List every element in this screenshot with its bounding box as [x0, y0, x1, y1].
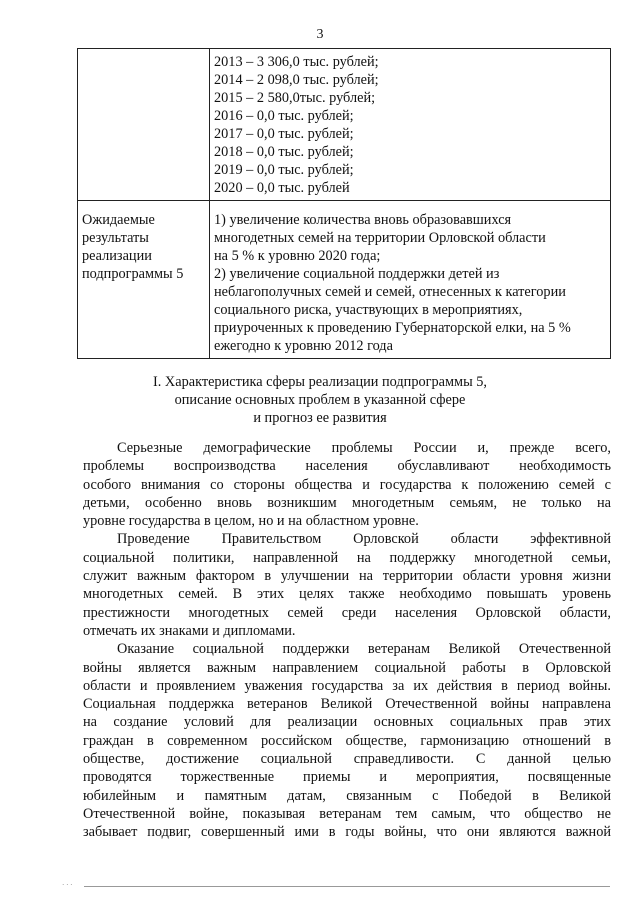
paragraph-line: Проведение Правительством Орловской области эффективной [117, 531, 611, 548]
result-line: приуроченных к проведению Губернаторской елки, на 5 % [214, 320, 571, 336]
paragraph-line: проблемы воспроизводства населения обуславливают необходимость [83, 458, 611, 475]
result-line: 2) увеличение социальной поддержки детей из [214, 266, 500, 282]
paragraph-line: отмечать их знаками и дипломами. [83, 622, 296, 639]
footer-rule [84, 886, 610, 887]
label-line: результаты [82, 230, 149, 246]
paragraph-line: социальной политики, направленной на поддержку многодетной семьи, [83, 549, 611, 566]
label-line: подпрограммы 5 [82, 266, 184, 282]
funding-line: 2019 – 0,0 тыс. рублей; [214, 162, 354, 178]
expected-results-label [78, 201, 210, 359]
funding-line: 2013 – 3 306,0 тыс. рублей; [214, 54, 379, 70]
result-line: 1) увеличение количества вновь образовавшихся [214, 212, 512, 228]
heading-line: и прогноз ее развития [253, 410, 387, 426]
funding-line: 2015 – 2 580,0тыс. рублей; [214, 90, 376, 106]
paragraph-line: Отечественной войне, показывая ветеранам тем самым, что общество не [83, 805, 611, 822]
paragraph-line: служит важным фактором в улучшении на территории области уровня жизни [83, 568, 611, 585]
heading-line: I. Характеристика сферы реализации подпрограммы 5, [153, 374, 487, 390]
heading-line: описание основных проблем в указанной сфере [174, 392, 466, 408]
paragraph-line: уровне государства в целом, но и на областном уровне. [83, 513, 419, 530]
paragraph-line: обществе, достижение социальной справедливости. С данной целью [83, 751, 611, 768]
table-row [78, 201, 611, 359]
body-text [83, 439, 611, 842]
label-line: Ожидаемые [82, 212, 155, 228]
paragraph-line: особого внимания со стороны общества и государства к положению семей с [83, 476, 611, 493]
paragraph-line: забывает подвиг, совершенный ими в годы войны, что они являются важной [83, 824, 611, 841]
paragraph-line: войны является важным направлением социальной работы в Орловской [83, 659, 611, 676]
paragraph-line: юбилейным и памятным датам, связанным с Победой в Великой [83, 787, 611, 804]
paragraph-line: престижности многодетных семей среди населения Орловской области, [83, 604, 611, 621]
expected-results-cell [210, 201, 611, 359]
table-cell-label [78, 49, 210, 201]
paragraph [83, 530, 611, 640]
result-line: социального риска, участвующих в мероприятиях, [214, 302, 523, 318]
paragraph [83, 439, 611, 530]
paragraph-line: Серьезные демографические проблемы России и, прежде всего, [117, 440, 611, 456]
label-line: реализации [82, 248, 152, 264]
paragraph-line: на создание условий для реализации основных социальных прав этих [83, 714, 611, 731]
funding-line: 2020 – 0,0 тыс. рублей [214, 180, 350, 196]
paragraph-line: области и проявлением уважения государства за их действия в период войны. [83, 677, 611, 694]
funding-line: 2017 – 0,0 тыс. рублей; [214, 126, 354, 142]
table-row [78, 49, 611, 201]
paragraph-line: Оказание социальной поддержки ветеранам Великой Отечественной [117, 641, 611, 658]
paragraph-line: проводятся торжественные приемы и мероприятия, посвященные [83, 769, 611, 786]
result-line: многодетных семей на территории Орловской области [214, 230, 546, 246]
funding-line: 2016 – 0,0 тыс. рублей; [214, 108, 354, 124]
paragraph-line: многодетных семей. В этих целях также необходимо повышать уровень [83, 586, 611, 603]
funding-line: 2018 – 0,0 тыс. рублей; [214, 144, 354, 160]
result-line: на 5 % к уровню 2020 года; [214, 248, 381, 264]
section-heading [0, 373, 640, 427]
passport-table [77, 48, 611, 359]
paragraph-line: граждан в современном российском обществе, гармонизацию отношений в [83, 732, 611, 749]
paragraph-line: Социальная поддержка ветеранов Великой Отечественной войны направлена [83, 696, 611, 713]
paragraph-line: детьми, особенно вновь возникшим многодетным семьям, не только на [83, 494, 611, 511]
funding-line: 2014 – 2 098,0 тыс. рублей; [214, 72, 379, 88]
result-line: неблагополучных семей и семей, отнесенных к категории [214, 284, 566, 300]
result-line: ежегодно к уровню 2012 года [214, 338, 393, 354]
scan-mark: · · · [62, 881, 73, 889]
paragraph [83, 640, 611, 841]
funding-cell [210, 49, 611, 201]
page-number: 3 [316, 27, 324, 42]
